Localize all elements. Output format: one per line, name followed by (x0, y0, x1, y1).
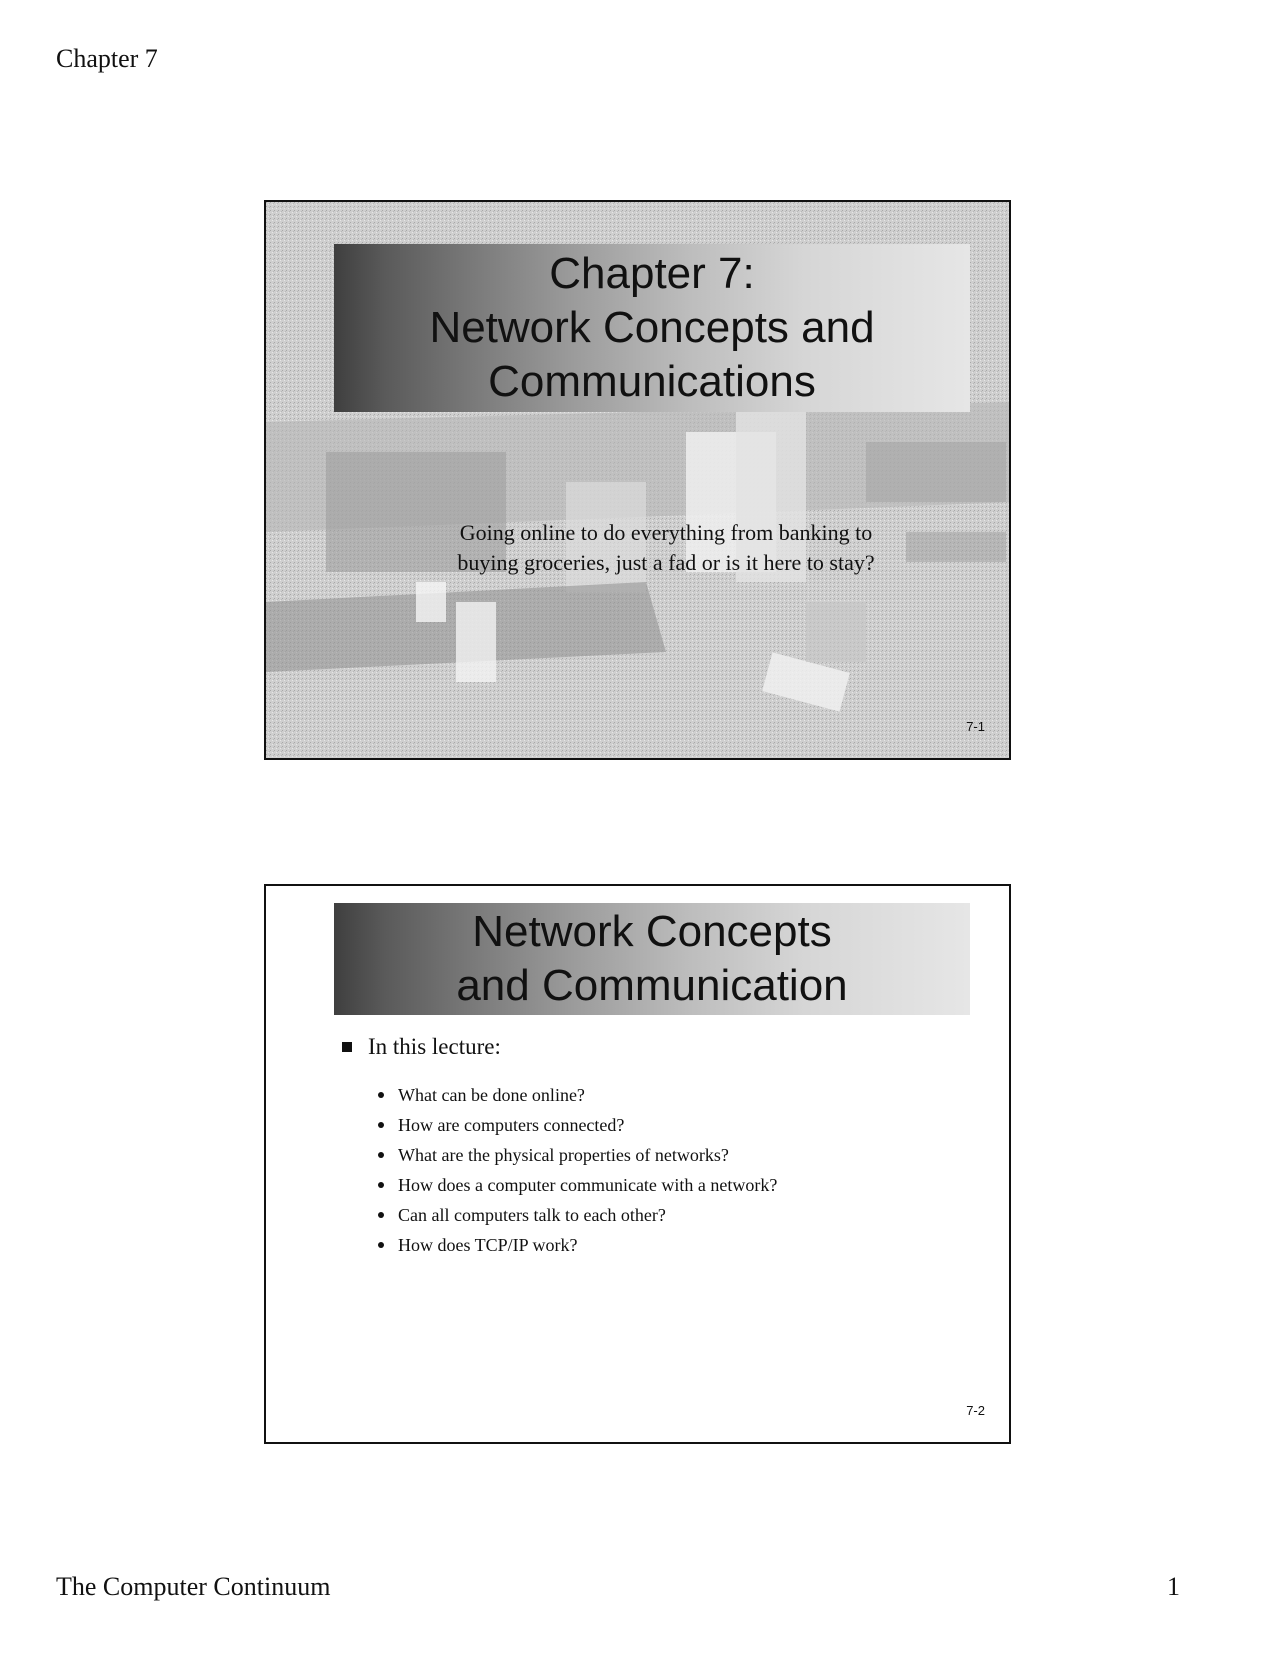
bullet-list (378, 1080, 777, 1260)
bullet-dot-icon (378, 1212, 384, 1218)
list-item (378, 1080, 777, 1110)
list-item-text: What can be done online? (398, 1085, 585, 1105)
title-line: and Communication (456, 961, 848, 1010)
list-item-text: What are the physical properties of networks? (398, 1145, 729, 1165)
list-item (378, 1110, 777, 1140)
title-line: Communications (488, 357, 816, 406)
square-bullet-icon (342, 1042, 352, 1052)
slide-number: 7-1 (966, 719, 985, 734)
list-item-text: Can all computers talk to each other? (398, 1205, 666, 1225)
list-item (378, 1230, 777, 1260)
page-header-chapter: Chapter 7 (56, 44, 158, 73)
subtitle-line: buying groceries, just a fad or is it here to stay? (457, 550, 875, 575)
slide-7-1 (264, 200, 1011, 760)
bullet-dot-icon (378, 1242, 384, 1248)
list-item-text: How does TCP/IP work? (398, 1235, 578, 1255)
bullet-dot-icon (378, 1152, 384, 1158)
bullet-dot-icon (378, 1092, 384, 1098)
subtitle-line: Going online to do everything from banking to (459, 520, 873, 545)
slide-subtitle (416, 518, 916, 578)
footer-page-number: 1 (1167, 1572, 1180, 1601)
list-item (378, 1170, 777, 1200)
lecture-heading-text: In this lecture: (368, 1034, 501, 1059)
bullet-dot-icon (378, 1182, 384, 1188)
slide-title (334, 244, 970, 412)
list-item (378, 1200, 777, 1230)
title-line: Network Concepts and (429, 303, 875, 352)
title-line: Chapter 7: (549, 249, 755, 298)
list-item-text: How does a computer communicate with a network? (398, 1175, 778, 1195)
slide-title (334, 903, 970, 1015)
title-line: Network Concepts (472, 907, 832, 956)
footer-book-title: The Computer Continuum (56, 1572, 331, 1601)
slide-number: 7-2 (966, 1403, 985, 1418)
slide-7-2 (264, 884, 1011, 1444)
lecture-heading (342, 1034, 501, 1060)
bullet-dot-icon (378, 1122, 384, 1128)
list-item (378, 1140, 777, 1170)
list-item-text: How are computers connected? (398, 1115, 625, 1135)
